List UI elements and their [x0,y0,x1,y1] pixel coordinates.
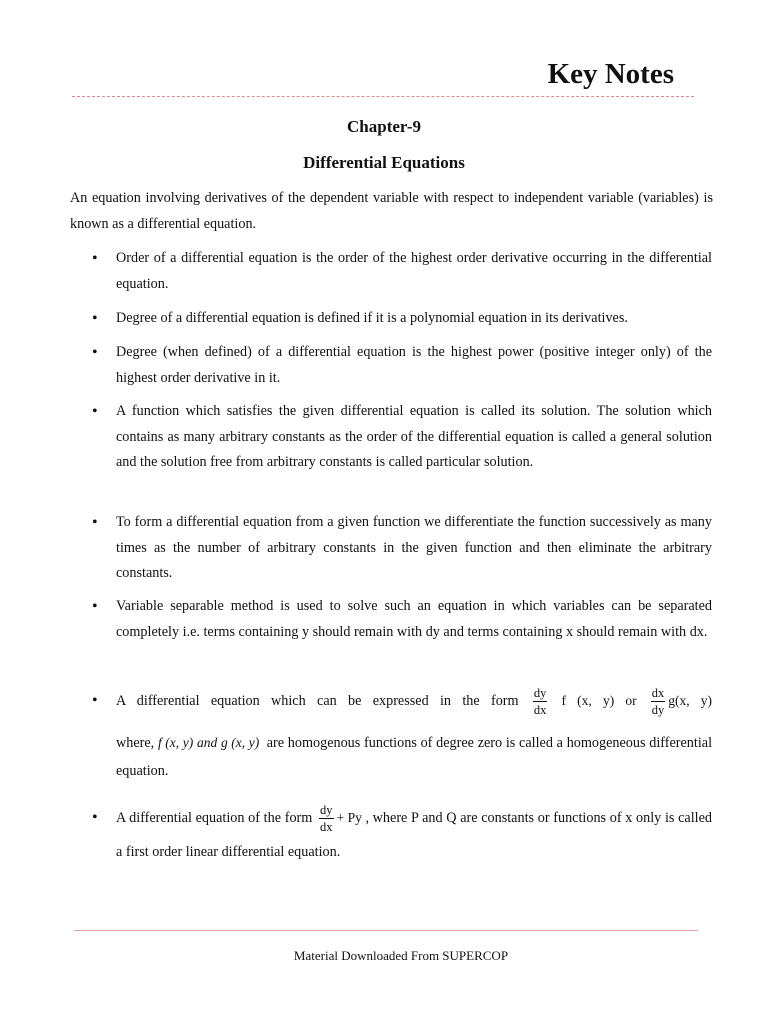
f-xy-formula: f (x, y) [157,735,194,750]
bullet-homogeneous [116,683,712,785]
chapter-heading: Chapter-9 [347,117,421,136]
bullet-degree: • Degree (when defined) of a differential equation is the highest power (positive integer only) of the highest order derivative in it. [116,340,712,391]
where-text: where, [116,735,155,751]
bullet-forming-equation: • To form a differential equation from a given function we differentiate the function successively as many times as the number of arbitrary constants in the given function and then eliminate the arbitrary constants. [116,510,712,587]
footer-source: Material Downloaded From SUPERCOP [293,948,509,963]
bullet-variable-separable: • Variable separable method is used to solve such an equation in which variables can be separated completely i.e. terms containing y should remain with dy and terms containing x should remain with dx. [116,594,712,645]
homogeneous-tail-text: are homogenous functions of degree zero is called a homogeneous differential equation. [116,735,713,779]
homogeneous-lead-text: A differential equation which can be expressed in the form [116,693,519,709]
bullet-degree-definition: • Degree of a differential equation is defined if it is a polynomial equation in its derivatives. [116,306,712,332]
and-text: and [196,735,218,750]
footer-divider [74,930,698,931]
dy-dx-fraction: $\frac{dy}{dx}$ [533,686,547,718]
page-header-title: Key Notes [547,58,674,90]
linear-dy-dx-fraction: $\frac{dy}{dx}$ [320,803,333,835]
bullet-linear [116,801,712,869]
linear-tail-text: , where P and Q are constants or functions of x only is called a first order linear differential equation. [116,810,713,860]
homogeneous-form-formula: $\frac{dy}{dx}$ f (x, y) or $\frac{dx}{dy}$ g(x, y) [533,686,713,718]
bullet-order: • Order of a differential equation is the order of the highest order derivative occurring in the differential equation. [116,246,712,297]
subject-heading: Differential Equations [303,153,465,172]
bullet-solution: • A function which satisfies the given differential equation is called its solution. The solution which contains as many arbitrary constants as the order of the differential equation is called a general solution and the solution free from arbitrary constants is called particular solution. [116,399,712,476]
linear-form-formula: $\frac{dy}{dx}$ + Py [320,803,362,835]
dx-dy-fraction: $\frac{dx}{dy}$ [651,686,665,718]
g-xy-formula: g (x, y) [220,735,260,750]
intro-paragraph: An equation involving derivatives of the dependent variable with respect to independent variable (variables) is known as a differential equation. [70,190,713,232]
header-divider [72,96,694,97]
linear-lead-text: A differential equation of the form [116,810,313,826]
